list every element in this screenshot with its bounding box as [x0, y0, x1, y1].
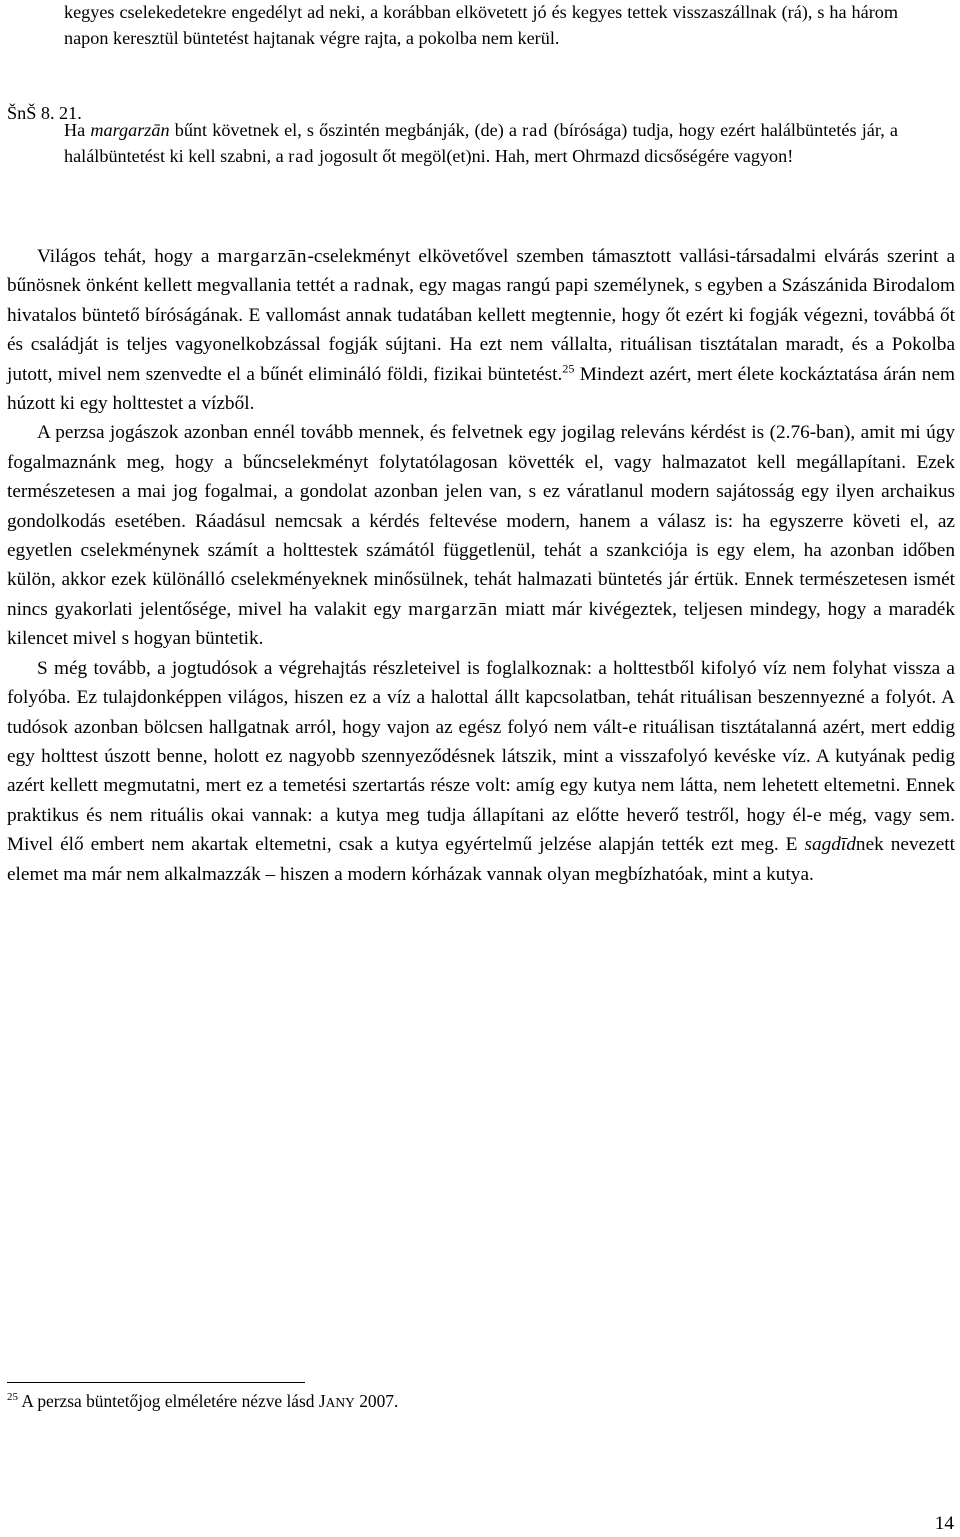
body-text	[7, 242, 955, 889]
paragraph-1	[7, 242, 955, 418]
footnote-divider	[7, 1382, 305, 1383]
quote-2-part-3: (bírósága) tudja, hogy ezért halálbüntetés jár, a halálbüntetést ki kell szabni, a	[64, 120, 898, 166]
paragraph-1-part-c: nak, egy magas rangú papi személynek, s egyben a Szászánida Birodalom hivatalos büntető bíróságának. E vallomást annak tudatában kellett megtennie, hogy őt ezért ki fogják végezni, továbbá őt és családját is teljes vagyonelkobzással fogják sújtani. Ha ezt nem vállalta, rituálisan tisztátalan maradt, és a Pokolba jutott, mivel nem szenvedte el a bűnét elimináló földi, fizikai büntetést.	[7, 275, 956, 385]
page-number: 14	[934, 1513, 954, 1534]
paragraph-2-part-a: A perzsa jogászok azonban ennél tovább mennek, és felvetnek egy jogilag releváns kérdést is (2.76-ban), amit mi úgy fogalmaznánk meg, hogy a bűncselekményt folytatólagosan követték el, vagy halmazatot kell megállapítani. Ezek természetesen a mai jog fogalmai, a gondolat azonban jelen van, s ez váratlanul modern sajátosság egy ilyen archaikus gondolkodás esetében. Ráadásul nemcsak a kérdés feltevése modern, hanem a válasz is: ha egyszerre követi el, az egyetlen cselekménynek számít a holttestek számától függetlenül, tehát a szankciója is egy elem, ha azonban időben külön, akkor ezek különálló cselekményeknek minősülnek, tehát halmazati büntetés jár értük. Ennek természetesen ismét nincs gyakorlati jelentősége, mivel ha valakit egy	[7, 422, 955, 620]
paragraph-1-part-b: -cselekményt elkövetővel szemben támasztott vallási-társadalmi elvárás szerint a bűnösnek önként kellett megvallania tettét a	[7, 246, 956, 297]
footnote-number: 25	[7, 1391, 18, 1404]
term-rad: rad	[522, 120, 549, 140]
paragraph-3	[7, 654, 955, 889]
quote-2-text	[64, 118, 898, 169]
term-margarzan: margarzān	[217, 246, 308, 267]
footnote-author-smallcaps: ANY	[325, 1395, 355, 1410]
paragraph-3-part-b: nek nevezett elemet ma már nem alkalmazzák – hiszen a modern kórházak vannak olyan megbízhatóak, mint a kutya.	[7, 834, 956, 885]
term-rad: rad	[288, 145, 315, 166]
source-reference: ŠnŠ 8. 21.	[7, 103, 82, 123]
quote-2-part-4: jogosult őt megöl(et)ni. Hah, mert Ohrmazd dicsőségére vagyon!	[314, 145, 794, 166]
term-sagdid: sagdīd	[804, 834, 856, 856]
footnote-year: 2007.	[354, 1391, 399, 1411]
quote-2-part-2: bűnt követnek el, s őszintén megbánják, (de) a	[169, 120, 523, 140]
footnote-reference[interactable]: 25	[562, 361, 575, 376]
paragraph-3-part-a: S még tovább, a jogtudósok a végrehajtás részleteivel is foglalkoznak: a holttestből kifolyó víz nem folyhat vissza a folyóba. Ez tulajdonképpen világos, hiszen ez a víz a halottal állt kapcsolatban, tehát rituálisan beszennyezné a folyót. A tudósok azonban bölcsen hallgatnak arról, hogy vajon az egész folyó nem vált-e rituálisan tisztátalanná azért, mert eddig egy holttest úszott benne, holott ez nagyobb szennyeződésnek látszik, mint a visszafolyó kevéske víz. A kutyának pedig azért kellett megmutatni, mert ez a temetési szertartás része volt: amíg egy kutya nem látta, nem lehetett eltemetni. Ennek praktikus és nem rituális okai vannak: a kutya meg tudja állapítani az előtte heverő testről, hogy él-e még, vagy sem. Mivel élő embert nem akartak eltemetni, csak a kutya egyértelmű jelzése alapján tették ezt meg. E	[7, 657, 955, 856]
paragraph-2	[7, 418, 955, 653]
footnote-text: A perzsa büntetőjog elméletére nézve lásd J	[18, 1391, 326, 1411]
footnote	[7, 1389, 907, 1415]
quote-2-part-1: Ha	[64, 120, 91, 140]
paragraph-2-part-b: miatt már kivégeztek, teljesen mindegy, hogy a maradék kilencet mivel s hogyan büntetik.	[7, 598, 956, 650]
term-rad: rad	[353, 275, 382, 297]
block-quote-2	[64, 118, 898, 169]
block-quote-1	[64, 0, 898, 51]
paragraph-1-part-d: Mindezt azért, mert élete kockáztatása árán nem húzott ki egy holttestet a vízből.	[7, 363, 955, 415]
paragraph-1-part-a: Világos tehát, hogy a	[37, 246, 218, 267]
term-margarzan: margarzān	[408, 598, 499, 620]
quote-1-text: kegyes cselekedetekre engedélyt ad neki, a korábban elkövetett jó és kegyes tettek visszaszállnak (rá), s ha három napon keresztül büntetést hajtanak végre rajta, a pokolba nem kerül.	[64, 2, 898, 48]
term-margarzan: margarzān	[90, 120, 170, 140]
